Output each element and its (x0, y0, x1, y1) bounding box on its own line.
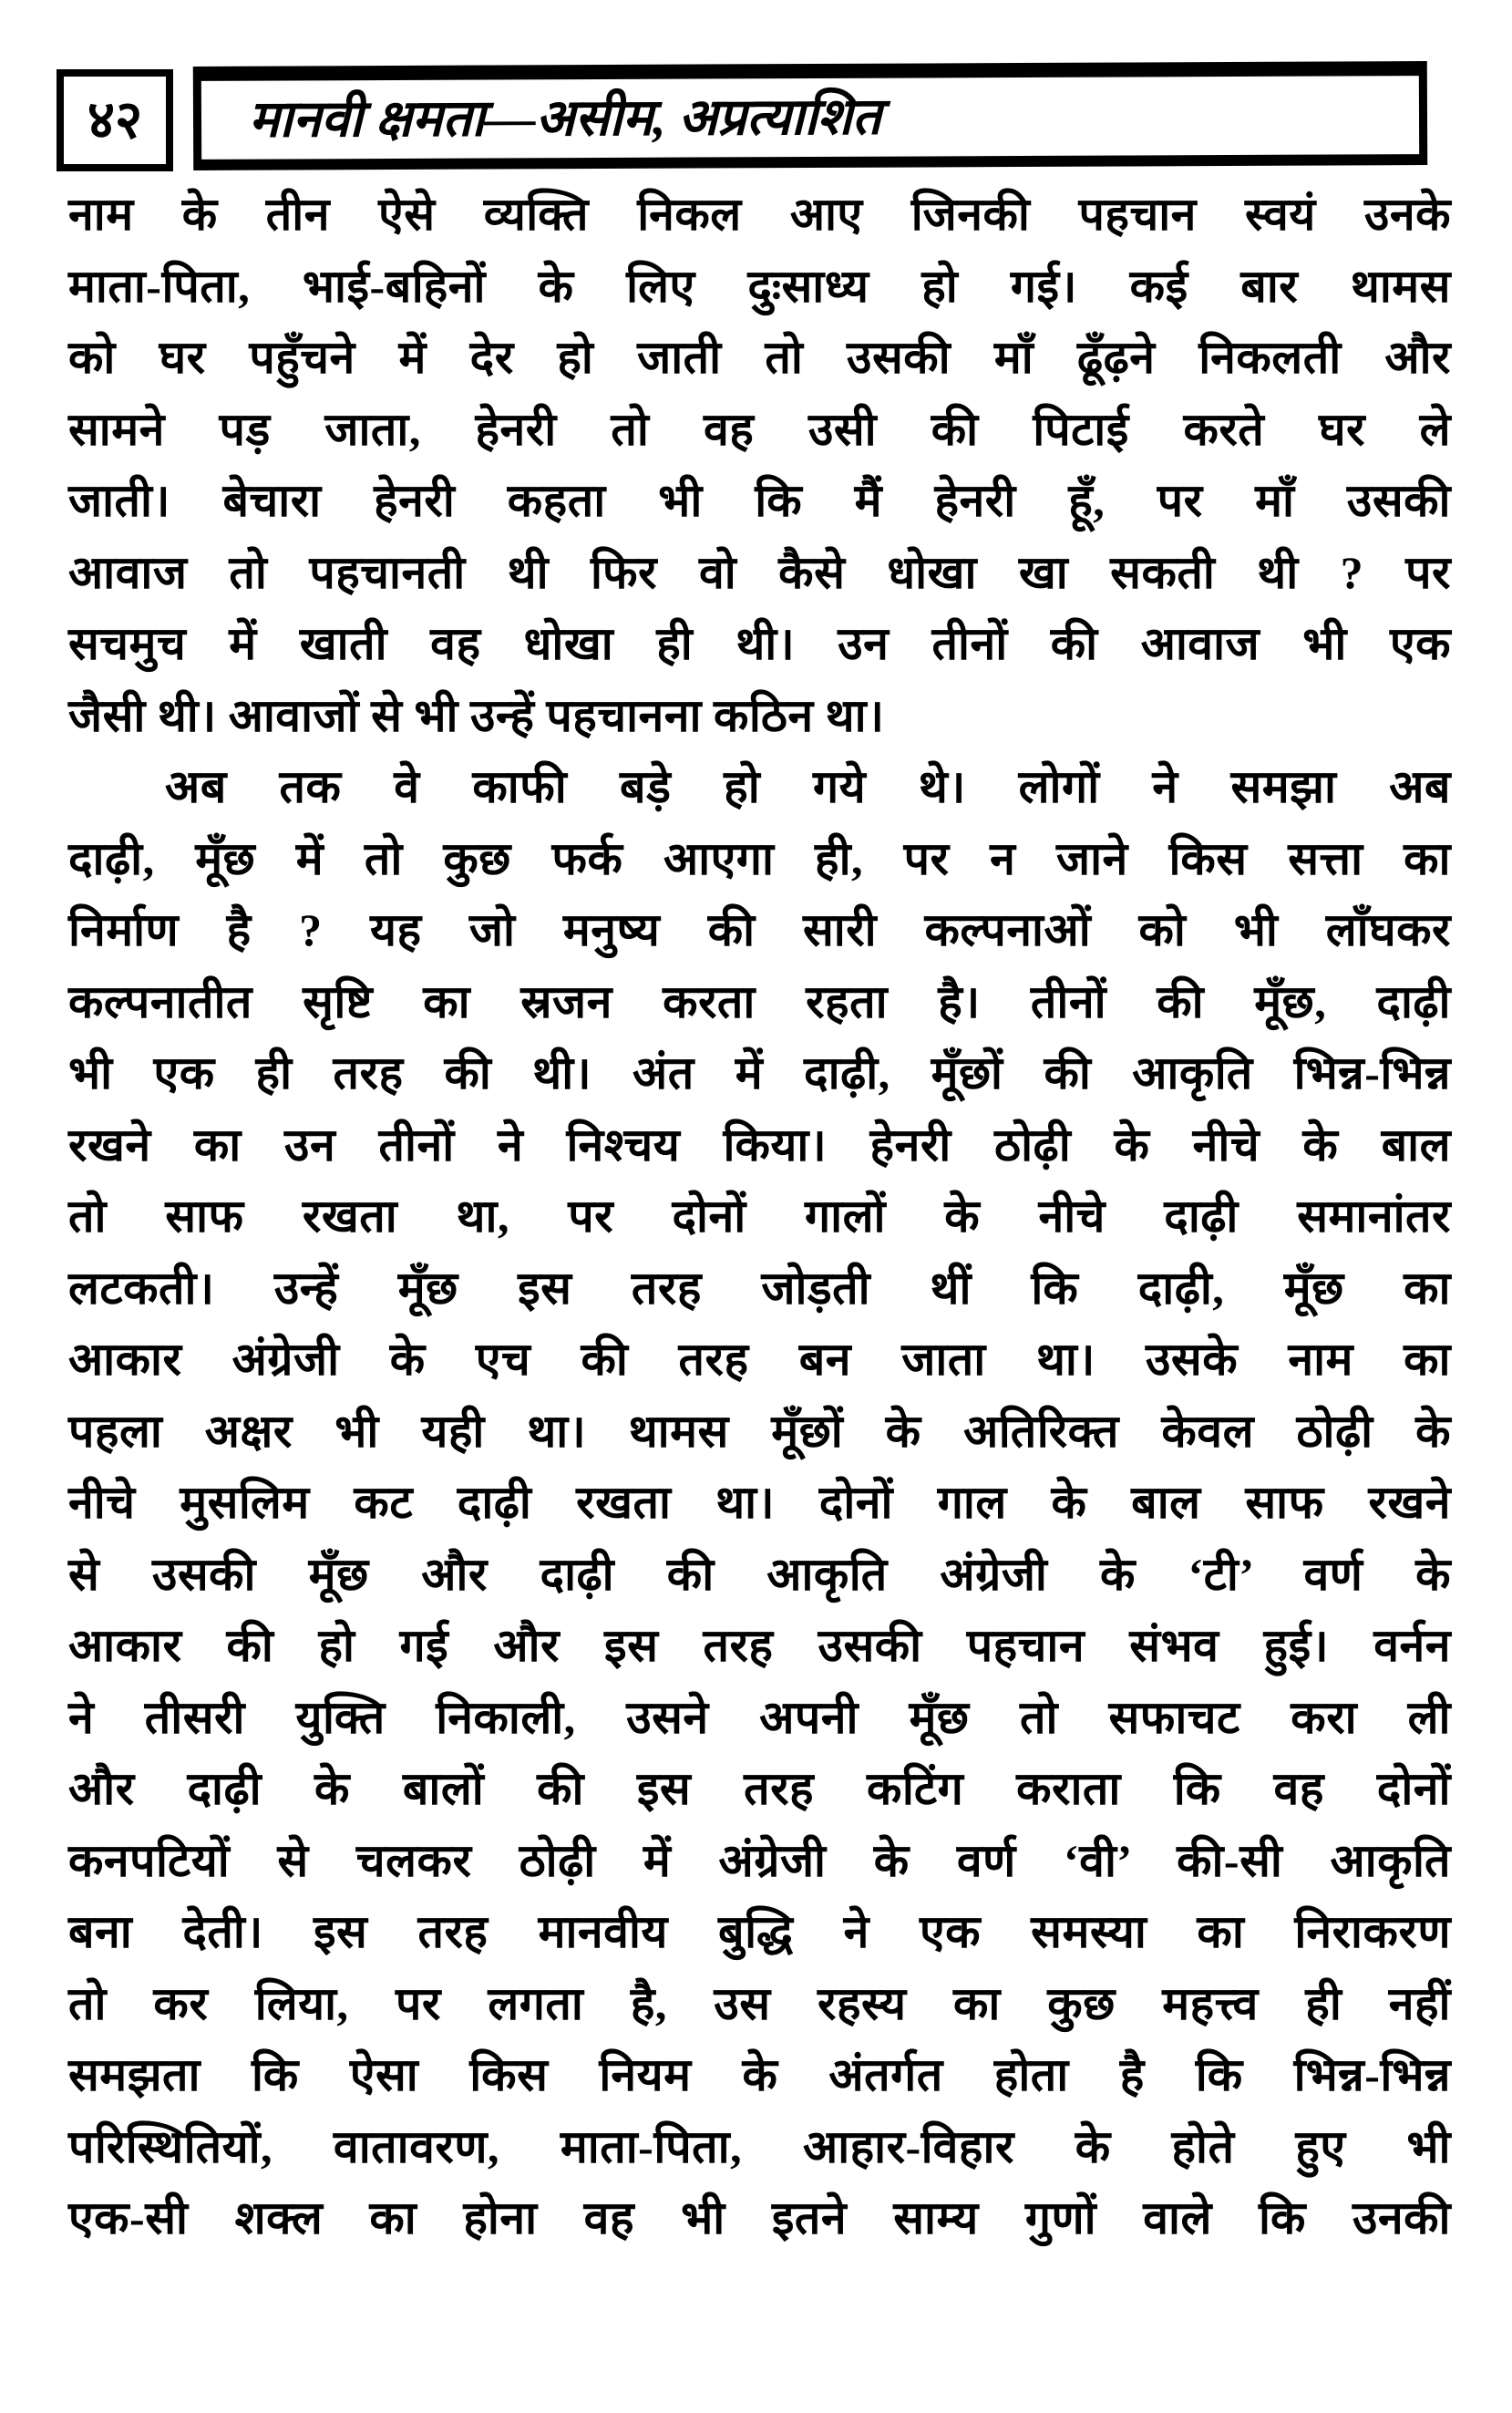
text-line: माता-पिता, भाई-बहिनों के लिए दुःसाध्य हो गई। कई बार थामस (68, 260, 1451, 312)
text-line: जैसी थी। आवाजों से भी उन्हें पहचानना कठिन था। (68, 689, 885, 741)
text-line: कनपटियों से चलकर ठोढ़ी में अंग्रेजी के वर्ण ‘वी’ की-सी आकृति (68, 1834, 1451, 1886)
text-line: को घर पहुँचने में देर हो जाती तो उसकी माँ ढूँढ़ने निकलती और (68, 332, 1451, 383)
page-number: ४२ (87, 90, 143, 150)
text-line: नाम के तीन ऐसे व्यक्ति निकल आए जिनकी पहचान स्वयं उनके (68, 189, 1451, 240)
chapter-title-box (193, 61, 1427, 170)
text-line: पहला अक्षर भी यही था। थामस मूँछों के अतिरिक्त केवल ठोढ़ी के (68, 1405, 1451, 1457)
text-line: तो कर लिया, पर लगता है, उस रहस्य का कुछ महत्त्व ही नहीं (68, 1977, 1451, 2029)
text-line: परिस्थितियों, वातावरण, माता-पिता, आहार-विहार के होते हुए भी (68, 2120, 1451, 2172)
text-line: कल्पनातीत सृष्टि का स्रजन करता रहता है। तीनों की मूँछ, दाढ़ी (68, 975, 1451, 1027)
text-line: तो साफ रखता था, पर दोनों गालों के नीचे दाढ़ी समानांतर (68, 1191, 1451, 1242)
text-line: जाती। बेचारा हेनरी कहता भी कि मैं हेनरी हूँ, पर माँ उसकी (68, 475, 1451, 526)
text-line: ने तीसरी युक्ति निकाली, उसने अपनी मूँछ तो सफाचट करा ली (68, 1691, 1451, 1743)
text-line: अब तक वे काफी बड़े हो गये थे। लोगों ने समझा अब (165, 761, 1451, 812)
chapter-title: मानवी क्षमता—असीम, अप्रत्याशित (248, 88, 881, 149)
text-line: निर्माण है ? यह जो मनुष्य की सारी कल्पनाओं को भी लाँघकर (68, 904, 1451, 955)
text-line: और दाढ़ी के बालों की इस तरह कटिंग कराता कि वह दोनों (68, 1763, 1451, 1814)
text-line: आवाज तो पहचानती थी फिर वो कैसे धोखा खा सकती थी ? पर (68, 546, 1451, 598)
text-line: एक-सी शक्ल का होना वह भी इतने साम्य गुणों वाले कि उनकी (68, 2192, 1451, 2243)
text-line: नीचे मुसलिम कट दाढ़ी रखता था। दोनों गाल के बाल साफ रखने (68, 1477, 1451, 1528)
text-line: समझता कि ऐसा किस नियम के अंतर्गत होता है कि भिन्न-भिन्न (68, 2049, 1451, 2100)
text-line: दाढ़ी, मूँछ में तो कुछ फर्क आएगा ही, पर न जाने किस सत्ता का (68, 832, 1451, 884)
text-line: से उसकी मूँछ और दाढ़ी की आकृति अंग्रेजी के ‘टी’ वर्ण के (68, 1548, 1451, 1600)
body-text (68, 179, 1451, 2254)
text-line: सचमुच में खाती वह धोखा ही थी। उन तीनों की आवाज भी एक (68, 618, 1451, 669)
text-line: भी एक ही तरह की थी। अंत में दाढ़ी, मूँछों की आकृति भिन्न-भिन्न (68, 1047, 1451, 1098)
text-line: बना देती। इस तरह मानवीय बुद्धि ने एक समस्या का निराकरण (68, 1906, 1451, 1957)
text-line: आकार अंग्रेजी के एच की तरह बन जाता था। उसके नाम का (68, 1334, 1451, 1385)
text-line: लटकती। उन्हें मूँछ इस तरह जोड़ती थीं कि दाढ़ी, मूँछ का (68, 1262, 1451, 1314)
text-line: रखने का उन तीनों ने निश्चय किया। हेनरी ठोढ़ी के नीचे के बाल (68, 1119, 1451, 1170)
page-number-box (57, 69, 173, 171)
text-line: आकार की हो गई और इस तरह उसकी पहचान संभव हुई। वर्नन (68, 1620, 1451, 1671)
text-line: सामने पड़ जाता, हेनरी तो वह उसी की पिटाई करते घर ले (68, 403, 1451, 455)
